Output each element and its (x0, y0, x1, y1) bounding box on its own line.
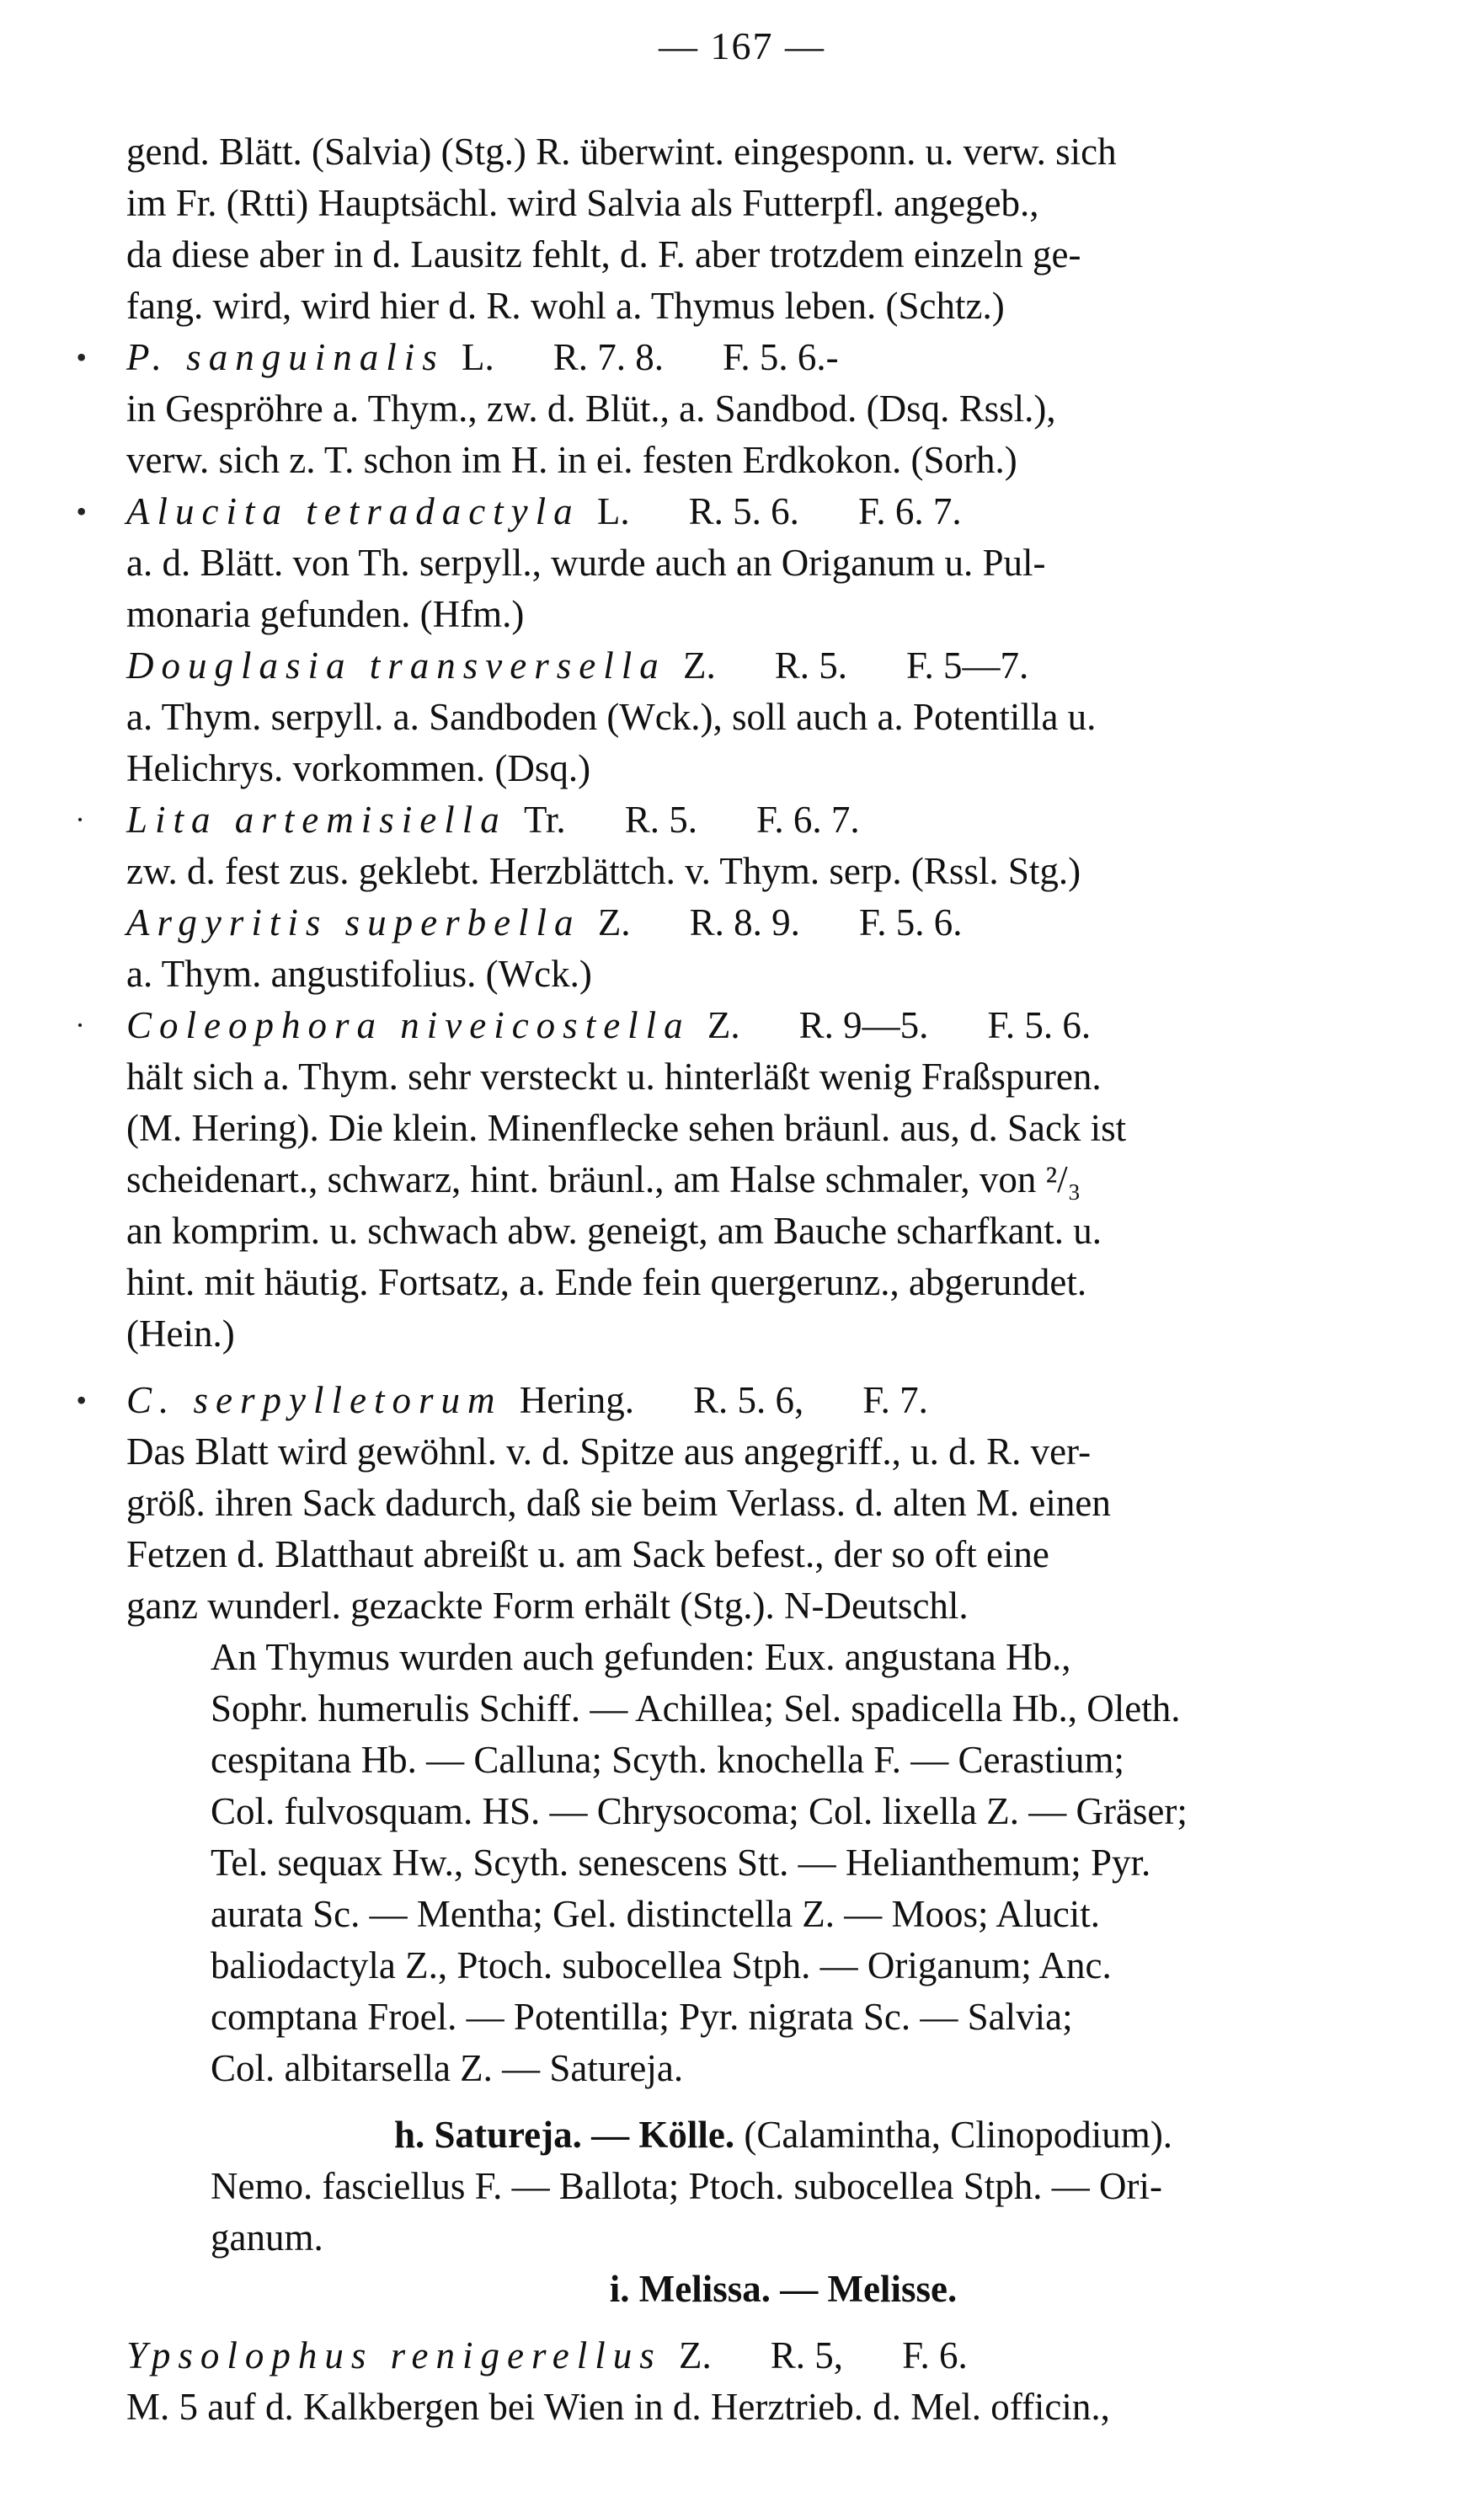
species-name: Coleophora niveicostella (126, 1004, 691, 1046)
text-line: baliodactyla Z., Ptoch. subocellea Stph. — Origanum; Anc. (211, 1944, 1112, 1986)
text-line: cespitana Hb. — Calluna; Scyth. knochella F. — Cerastium; (211, 1739, 1124, 1781)
species-name: Ypsolophus renigerellus (126, 2334, 662, 2376)
text-line: hint. mit häutig. Fortsatz, a. Ende fein quergerunz., abgerundet. (126, 1261, 1087, 1303)
entry-mark: • (76, 1383, 94, 1417)
species-author: L. (461, 336, 494, 378)
text-line: Col. fulvosquam. HS. — Chrysocoma; Col. lixella Z. — Gräser; (211, 1790, 1188, 1832)
text-line: Nemo. fasciellus F. — Ballota; Ptoch. subocellea Stph. — Ori- (211, 2165, 1162, 2207)
species-entry (76, 332, 1440, 486)
species-entry (76, 486, 1440, 640)
flight-months: F. 6. 7. (857, 490, 962, 532)
text-line: aurata Sc. — Mentha; Gel. distinctella Z. — Moos; Alucit. (211, 1893, 1101, 1935)
intro-paragraph (126, 126, 1440, 332)
text-line: größ. ihren Sack dadurch, daß sie beim Verlass. d. alten M. einen (126, 1482, 1111, 1524)
species-name: Lita artemisiella (126, 799, 507, 841)
species-author: L. (596, 490, 630, 532)
species-name: Alucita tetradactyla (126, 490, 580, 532)
species-heading (126, 897, 1440, 949)
text-line: an komprim. u. schwach abw. geneigt, am Bauche scharfkant. u. (126, 1210, 1102, 1252)
entry-mark: · (76, 803, 91, 837)
text-line: da diese aber in d. Lausitz fehlt, d. F. aber trotzdem einzeln ge- (126, 233, 1081, 275)
text-line: Fetzen d. Blatthaut abreißt u. am Sack befest., der so oft eine (126, 1533, 1049, 1575)
species-name: C. serpylletorum (126, 1379, 503, 1421)
text-line: zw. d. fest zus. geklebt. Herzblättch. v. Thym. serp. (Rssl. Stg.) (126, 850, 1081, 892)
text-line: (Hein.) (126, 1312, 235, 1355)
text-line: fang. wird, wird hier d. R. wohl a. Thymus leben. (Schtz.) (126, 285, 1005, 327)
entry-mark: • (76, 495, 94, 528)
entry-mark: • (76, 340, 94, 374)
species-entry (126, 897, 1440, 1000)
text-line: Das Blatt wird gewöhnl. v. d. Spitze aus angegriff., u. d. R. ver- (126, 1430, 1092, 1473)
rearing-months: R. 9—5. (798, 1004, 929, 1046)
species-entry (76, 1000, 1440, 1360)
species-author: Z. (683, 644, 716, 687)
text-line: Sophr. humerulis Schiff. — Achillea; Sel. spadicella Hb., Oleth. (211, 1687, 1181, 1729)
also-found-paragraph (126, 1632, 1440, 2094)
species-heading (76, 794, 1440, 846)
species-name: Argyritis superbella (126, 901, 581, 944)
rearing-months: R. 5. 6, (692, 1379, 804, 1421)
text-line: monaria gefunden. (Hfm.) (126, 593, 525, 635)
text-line: in Gespröhre a. Thym., zw. d. Blüt., a. Sandbod. (Dsq. Rssl.), (126, 388, 1056, 430)
rearing-months: R. 5. 6. (688, 490, 799, 532)
species-author: Z. (707, 1004, 740, 1046)
species-heading (126, 640, 1440, 692)
species-heading (76, 332, 1440, 383)
text-line: gend. Blätt. (Salvia) (Stg.) R. überwint. eingesponn. u. verw. sich (126, 131, 1117, 173)
species-entry (76, 794, 1440, 897)
species-heading (76, 1000, 1440, 1051)
rearing-months: R. 5, (770, 2334, 844, 2376)
species-entry (126, 2330, 1440, 2433)
species-name: P. sanguinalis (126, 336, 445, 378)
flight-months: F. 5. 6. (858, 901, 963, 944)
entry-mark: · (76, 1008, 91, 1042)
page-number: — 167 — (659, 24, 825, 67)
species-name: Douglasia transversella (126, 644, 666, 687)
section-heading-extra: (Calamintha, Clinopodium). (744, 2114, 1173, 2156)
rearing-months: R. 8. 9. (689, 901, 800, 944)
flight-months: F. 7. (862, 1379, 928, 1421)
text-line: Tel. sequax Hw., Scyth. senescens Stt. — Helianthemum; Pyr. (211, 1842, 1151, 1884)
species-author: Z. (597, 901, 631, 944)
species-heading (76, 1375, 1440, 1426)
flight-months: F. 5—7. (906, 644, 1029, 687)
text-line: verw. sich z. T. schon im H. in ei. festen Erdkokon. (Sorh.) (126, 439, 1017, 481)
rearing-months: R. 7. 8. (552, 336, 664, 378)
text-line: hält sich a. Thym. sehr versteckt u. hinterläßt wenig Fraßspuren. (126, 1056, 1102, 1098)
species-heading (126, 2330, 1440, 2382)
text-line: ganum. (211, 2216, 323, 2259)
text-line: scheidenart., schwarz, hint. bräunl., am Halse schmaler, von ²/₃ (126, 1158, 1081, 1200)
text-line: a. Thym. angustifolius. (Wck.) (126, 953, 592, 995)
text-line: M. 5 auf d. Kalkbergen bei Wien in d. Herztrieb. d. Mel. officin., (126, 2386, 1110, 2428)
flight-months: F. 5. 6. (987, 1004, 1092, 1046)
text-line: An Thymus wurden auch gefunden: Eux. angustana Hb., (211, 1636, 1071, 1678)
section-heading-satureja (126, 2109, 1440, 2161)
section-heading-melissa: i. Melissa. — Melisse. (609, 2268, 958, 2310)
text-line: Helichrys. vorkommen. (Dsq.) (126, 747, 591, 789)
text-line: a. d. Blätt. von Th. serpyll., wurde auch an Origanum u. Pul- (126, 542, 1046, 584)
text-line: im Fr. (Rtti) Hauptsächl. wird Salvia als Futterpfl. angegeb., (126, 182, 1039, 224)
species-author: Hering. (519, 1379, 634, 1421)
text-line: comptana Froel. — Potentilla; Pyr. nigrata Sc. — Salvia; (211, 1996, 1073, 2038)
species-entry (126, 640, 1440, 794)
species-author: Z. (679, 2334, 712, 2376)
rearing-months: R. 5. (624, 799, 697, 841)
text-line: (M. Hering). Die klein. Minenflecke sehen bräunl. aus, d. Sack ist (126, 1107, 1127, 1149)
text-line: a. Thym. serpyll. a. Sandboden (Wck.), soll auch a. Potentilla u. (126, 696, 1097, 738)
rearing-months: R. 5. (774, 644, 848, 687)
text-line: ganz wunderl. gezackte Form erhält (Stg.). N-Deutschl. (126, 1585, 969, 1627)
species-heading (76, 486, 1440, 537)
species-author: Tr. (524, 799, 566, 841)
section-heading-text: h. Satureja. — Kölle. (393, 2114, 735, 2156)
flight-months: F. 6. 7. (755, 799, 860, 841)
flight-months: F. 6. (902, 2334, 968, 2376)
text-block (76, 126, 1440, 2433)
text-line: Col. albitarsella Z. — Satureja. (211, 2047, 684, 2089)
flight-months: F. 5. 6.- (722, 336, 839, 378)
species-entry (76, 1375, 1440, 1632)
